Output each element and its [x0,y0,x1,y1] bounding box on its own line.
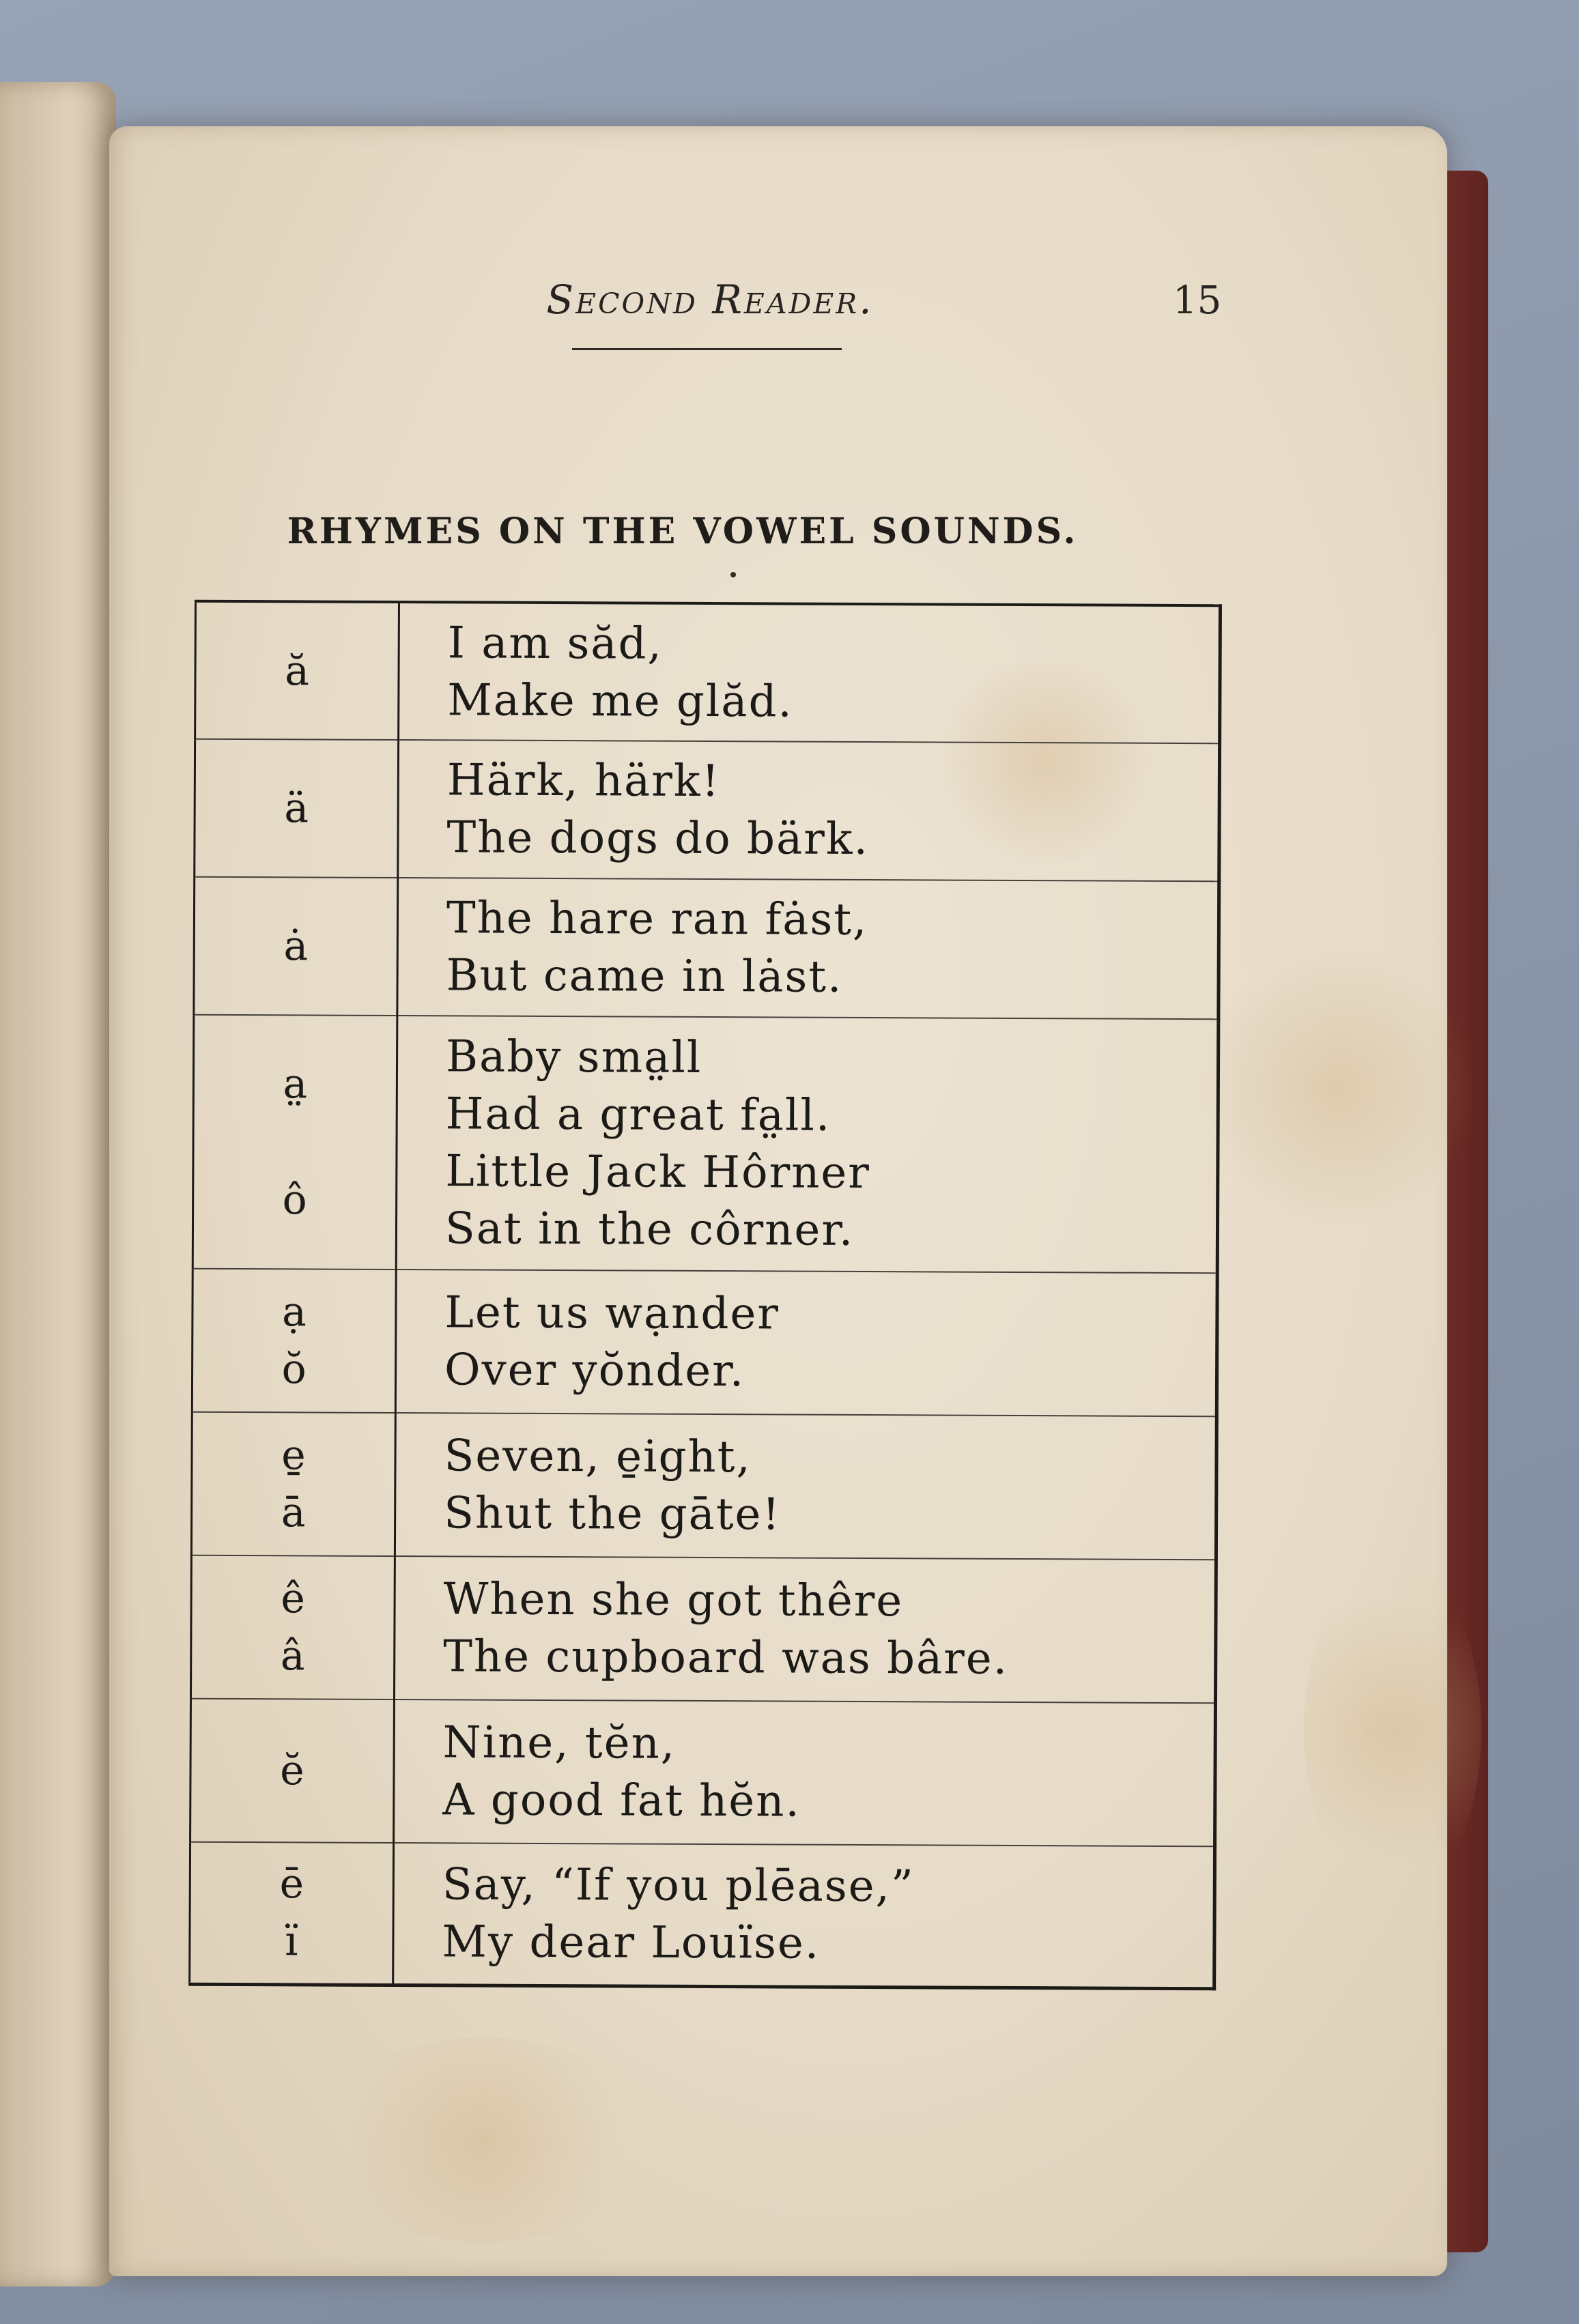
rhyme-cell [395,1269,1217,1416]
table-row [191,1412,1217,1560]
table-row [192,1269,1217,1417]
rhyme-line: I am săd, [447,617,664,670]
rhyme-line: Sat in the côrner. [444,1203,855,1256]
section-title: RHYMES ON THE VOWEL SOUNDS. [205,511,1161,552]
rhyme-line: Härk, härk! [446,755,721,807]
rhyme-cell [393,1843,1215,1988]
rhyme-line: Say, “If you plēase,” [442,1859,915,1912]
rhyme-line: My dear Louïse. [442,1917,821,1969]
running-header: Second Reader. [546,276,874,323]
header-rule [572,348,842,350]
table-row [195,739,1220,882]
vowel-marks-cell [194,877,398,1016]
rhyme-cell [395,1413,1217,1560]
vowel-mark: ạ [281,1288,307,1336]
table-row [195,601,1221,744]
rhyme-cell [394,1699,1216,1846]
vowel-mark: â [280,1632,305,1680]
rhyme-line: Make me glăd. [447,674,794,728]
vowel-mark: ĕ [280,1747,304,1795]
vowel-marks-cell [191,1412,395,1556]
rhyme-cell [397,878,1219,1019]
rhyme-line: Let us wạnder [444,1287,780,1340]
vowel-marks-cell [195,601,399,740]
rhyme-line: Nine, tĕn, [442,1717,677,1769]
rhyme-line: Had a great fa̤ll. [445,1089,831,1141]
rhyme-line: But came in lȧst. [446,950,843,1003]
vowel-mark: ä [284,784,309,833]
rhyme-cell [398,740,1220,881]
rhyme-line: Over yŏnder. [444,1345,745,1397]
left-page-edge [0,82,116,2286]
rhyme-line: The dogs do bärk. [446,812,870,865]
rhyme-line: Seven, e̱ight, [444,1431,752,1483]
vowel-mark: ā [281,1489,306,1537]
vowel-mark: ê [281,1575,306,1623]
rhyme-line: Little Jack Hôrner [445,1146,871,1199]
vowel-mark: ŏ [281,1345,307,1394]
rhyme-line: Baby sma̤ll [445,1031,702,1083]
rhyme-line: A good fat hĕn. [442,1775,801,1827]
vowel-marks-cell [190,1699,395,1843]
vowel-marks-cell [195,739,399,878]
vowel-mark: ē [279,1860,304,1908]
rhyme-line: When she got thêre [443,1574,904,1627]
vowel-marks-cell [190,1555,395,1699]
rhyme-line: Shut the gāte! [444,1488,782,1540]
page-number: 15 [1173,278,1222,323]
vowel-mark: ȧ [283,922,309,971]
rhyme-line: The hare ran fȧst, [446,893,868,946]
vowel-mark: e̱ [281,1431,306,1480]
vowel-mark: ô [282,1176,307,1224]
vowel-marks-cell [192,1269,396,1413]
rhyme-cell [396,1016,1219,1273]
rhyme-cell [399,602,1221,743]
table-row [190,1699,1216,1847]
rhyme-line: The cupboard was bâre. [443,1631,1009,1684]
vowel-rhymes-table [188,600,1222,1990]
table-row [190,1842,1215,1989]
table-row [190,1555,1216,1704]
table-row [194,877,1219,1020]
vowel-mark: ï [285,1917,298,1966]
table-row [193,1015,1219,1274]
rhyme-cell [394,1556,1216,1703]
vowel-mark: a̤ [283,1060,308,1108]
vowel-marks-cell [193,1015,397,1269]
vowel-mark: ă [285,646,310,695]
vowel-marks-cell [190,1842,394,1985]
